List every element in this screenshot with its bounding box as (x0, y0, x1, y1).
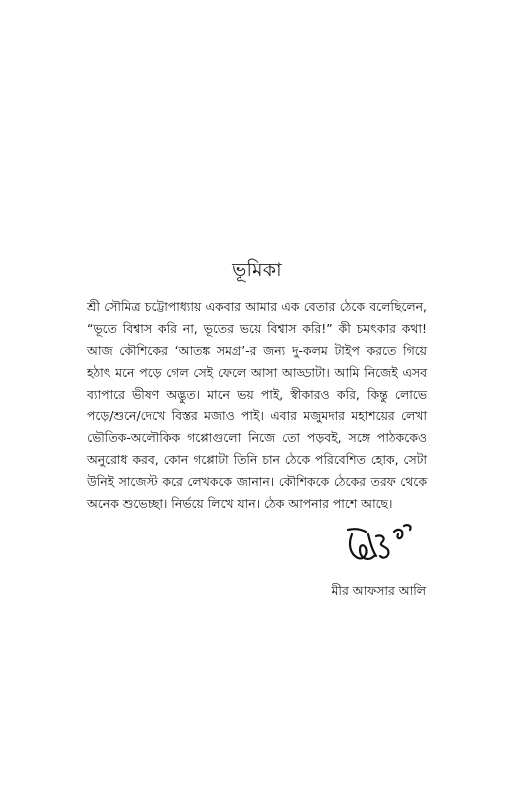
paragraph-line: ব্যাপারে ভীষণ অদ্ভুত। মানে ভয় পাই, স্বীকারও করি, কিন্তু লোভে (87, 386, 427, 402)
paragraph-line: অনেক শুভেচ্ছা। নির্ভয়ে লিখে যান। ঠেক আপনার পাশে আছে। (87, 496, 393, 512)
paragraph-line: হঠাৎ মনে পড়ে গেল সেই ফেলে আসা আড্ডাটা। আমি নিজেই এসব (87, 364, 427, 380)
handwritten-signature (342, 520, 422, 568)
paragraph-line: অনুরোধ করব, কোন গপ্পোটা তিনি চান ঠেকে পরিবেশিত হোক, সেটা (87, 452, 427, 468)
paragraph-line: উনিই সাজেস্ট করে লেখককে জানান। কৌশিককে ঠেকের তরফ থেকে (87, 474, 427, 490)
author-name: মীর আফসার আলি (331, 583, 426, 598)
paragraph-line: আজ কৌশিকের ‘আতঙ্ক সমগ্র’-র জন্য দু-কলম টাইপ করতে গিয়ে (87, 342, 427, 358)
paragraph-line: ভৌতিক-অলৌকিক গপ্পোগুলো নিজে তো পড়বই, সঙ্গে পাঠককেও (87, 430, 427, 446)
paragraph-line: “ভূতে বিশ্বাস করি না, ভূতের ভয়ে বিশ্বাস করি!” কী চমৎকার কথা! (87, 320, 427, 336)
paragraph-line: শ্রী সৌমিত্র চট্টোপাধ্যায় একবার আমার এক বেতার ঠেকে বলেছিলেন, (87, 299, 427, 314)
page-heading: ভূমিকা (232, 259, 282, 281)
paragraph-line: পড়ে/শুনে/দেখে বিস্তর মজাও পাই। এবার মজুমদার মহাশয়ের লেখা (87, 408, 427, 424)
preface-paragraph (87, 296, 427, 515)
